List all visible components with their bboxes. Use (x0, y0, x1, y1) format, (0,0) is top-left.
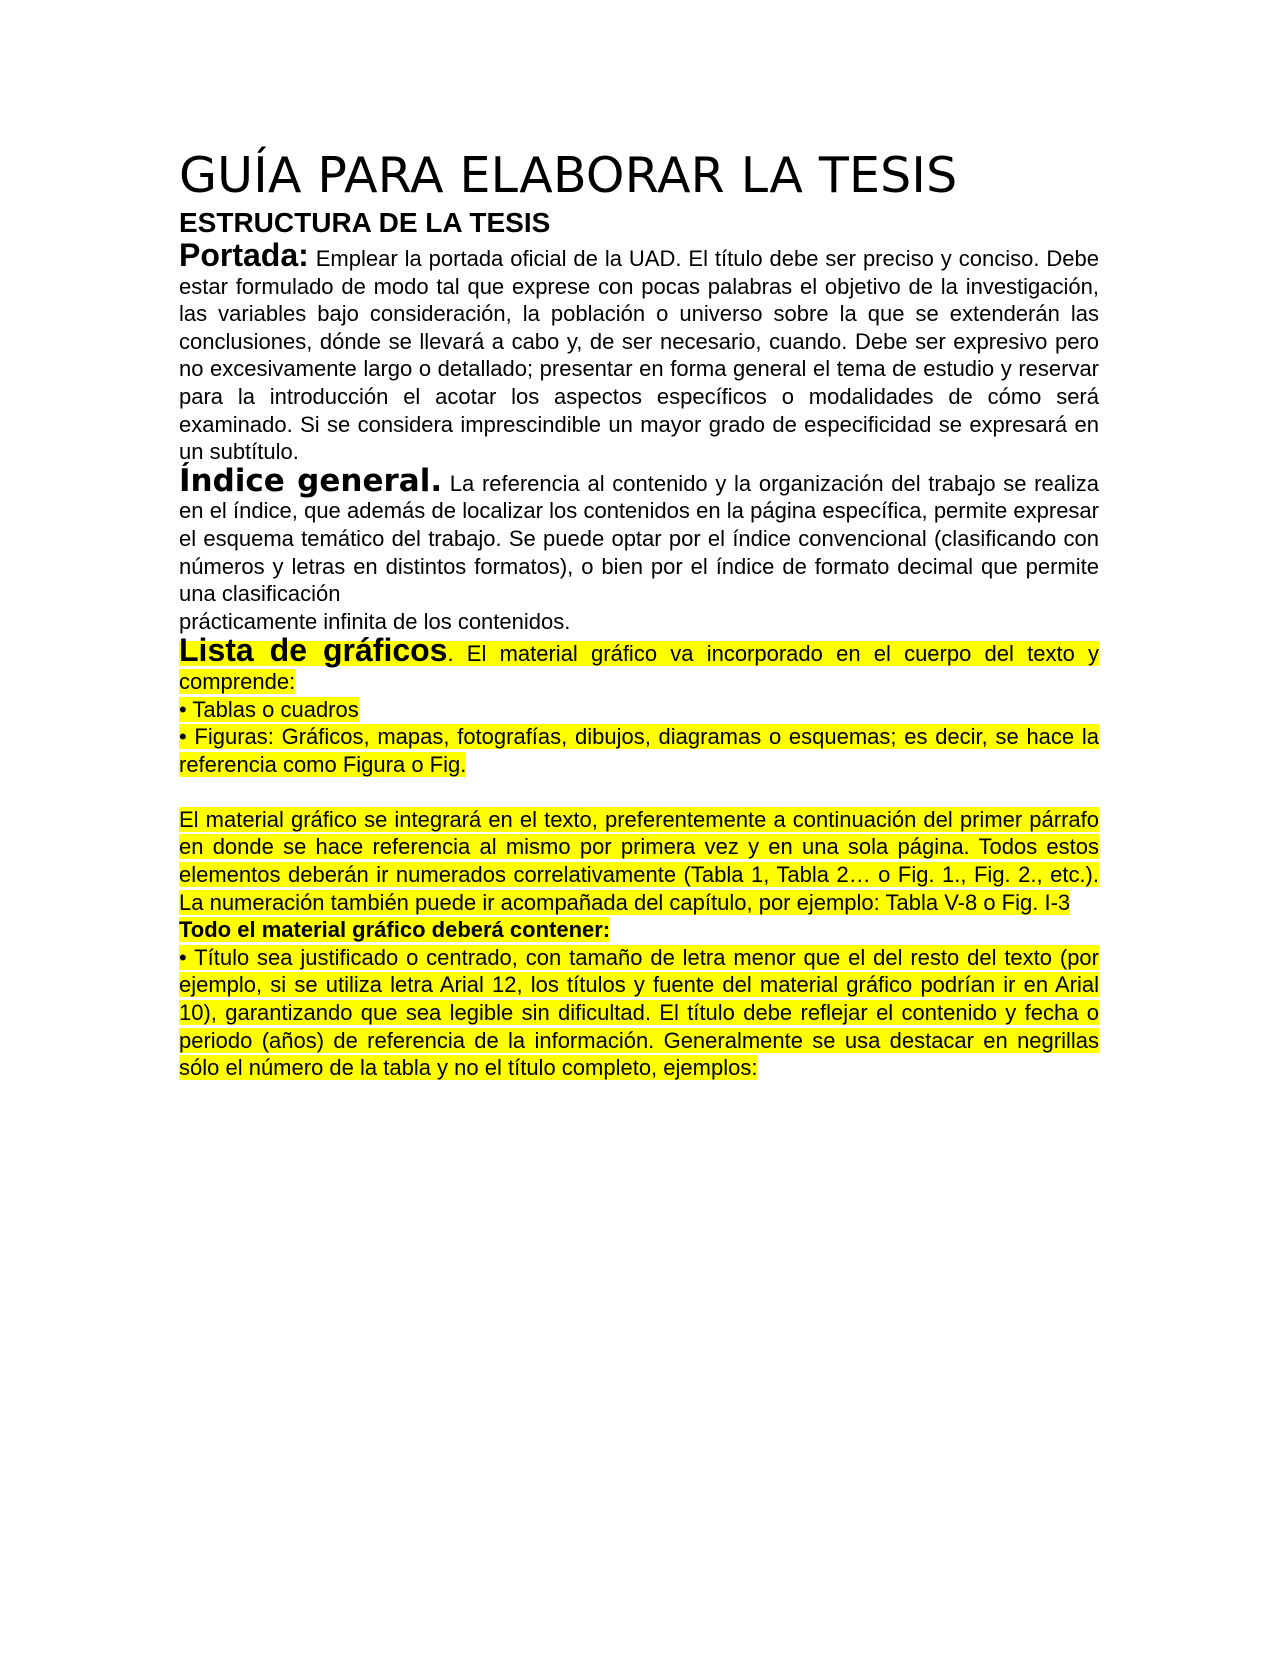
lista-graficos-heading: Lista de gráficos (179, 632, 448, 669)
material-grafico-bold-line (179, 916, 1099, 944)
bullet-tablas (179, 696, 1099, 724)
indice-text: La referencia al contenido y la organización del trabajo se realiza en el índice, que además de localizar los contenidos en la página específica, permite expresar el esquema temático del trabajo. Se puede optar por el índice convencional (clasificando con números y letras en distintos formatos), o bien por el índice de formato decimal que permite una clasificación (179, 470, 1099, 607)
bullet-figuras-text: • Figuras: Gráficos, mapas, fotografías, dibujos, diagramas o esquemas; es decir, se hace la referencia como Figura o Fig. (179, 724, 1099, 777)
bullet-tablas-text: • Tablas o cuadros (179, 696, 359, 722)
lista-graficos-heading-punct: . (447, 641, 454, 667)
portada-text: Emplear la portada oficial de la UAD. El título debe ser preciso y conciso. Debe estar formulado de modo tal que exprese con pocas palabras el objetivo de la investigación, las variables bajo consideración, la población o universo sobre la que se extenderán las conclusiones, dónde se llevará a cabo y, de ser necesario, cuando. Debe ser expresivo pero no excesivamente largo o detallado; presentar en forma general el tema de estudio y reservar para la introducción el acotar los aspectos específicos o modalidades de cómo será examinado. Si se considera imprescindible un mayor grado de especificidad se expresará en un subtítulo. (179, 246, 1099, 465)
indice-heading: Índice general. (179, 462, 443, 499)
bullet-titulo-text: • Título sea justificado o centrado, con tamaño de letra menor que el del resto del texto (por ejemplo, si se utiliza letra Arial 12, los títulos y fuente del material gráfico podrían ir en Arial 10), garantizando que sea legible sin dificultad. El título debe reflejar el contenido y fecha o periodo (años) de referencia de la información. Generalmente se usa destacar en negrillas sólo el número de la tabla y no el título completo, ejemplos: (179, 944, 1099, 1081)
indice-last-line: prácticamente infinita de los contenidos. (179, 608, 571, 634)
blank-line (179, 778, 1099, 806)
material-grafico-bold-text: Todo el material gráfico deberá contener: (179, 917, 611, 943)
lista-graficos-paragraph (179, 632, 1100, 695)
document-subtitle: ESTRUCTURA DE LA TESIS (179, 207, 551, 238)
indice-paragraph (179, 462, 1099, 608)
material-grafico-text: El material gráfico se integrará en el texto, preferentemente a continuación del primer párrafo en donde se hace referencia al mismo por primera vez y en una sola página. Todos estos elementos deberán ir numerados correlativamente (Tabla 1, Tabla 2… o Fig. 1., Fig. 2., etc.). La numeración también puede ir acompañada del capítulo, por ejemplo: Tabla V-8 o Fig. I-3 (179, 806, 1099, 915)
lista-graficos-text: El material gráfico va incorporado en el cuerpo del texto y comprende: (179, 641, 1100, 694)
document-title: GUÍA PARA ELABORAR LA TESIS (179, 147, 958, 204)
material-grafico-paragraph (179, 806, 1099, 916)
bullet-titulo (179, 944, 1099, 1082)
document-page (179, 146, 1099, 1082)
bullet-figuras (179, 723, 1099, 778)
portada-heading: Portada: (179, 237, 309, 273)
portada-paragraph (179, 237, 1099, 466)
